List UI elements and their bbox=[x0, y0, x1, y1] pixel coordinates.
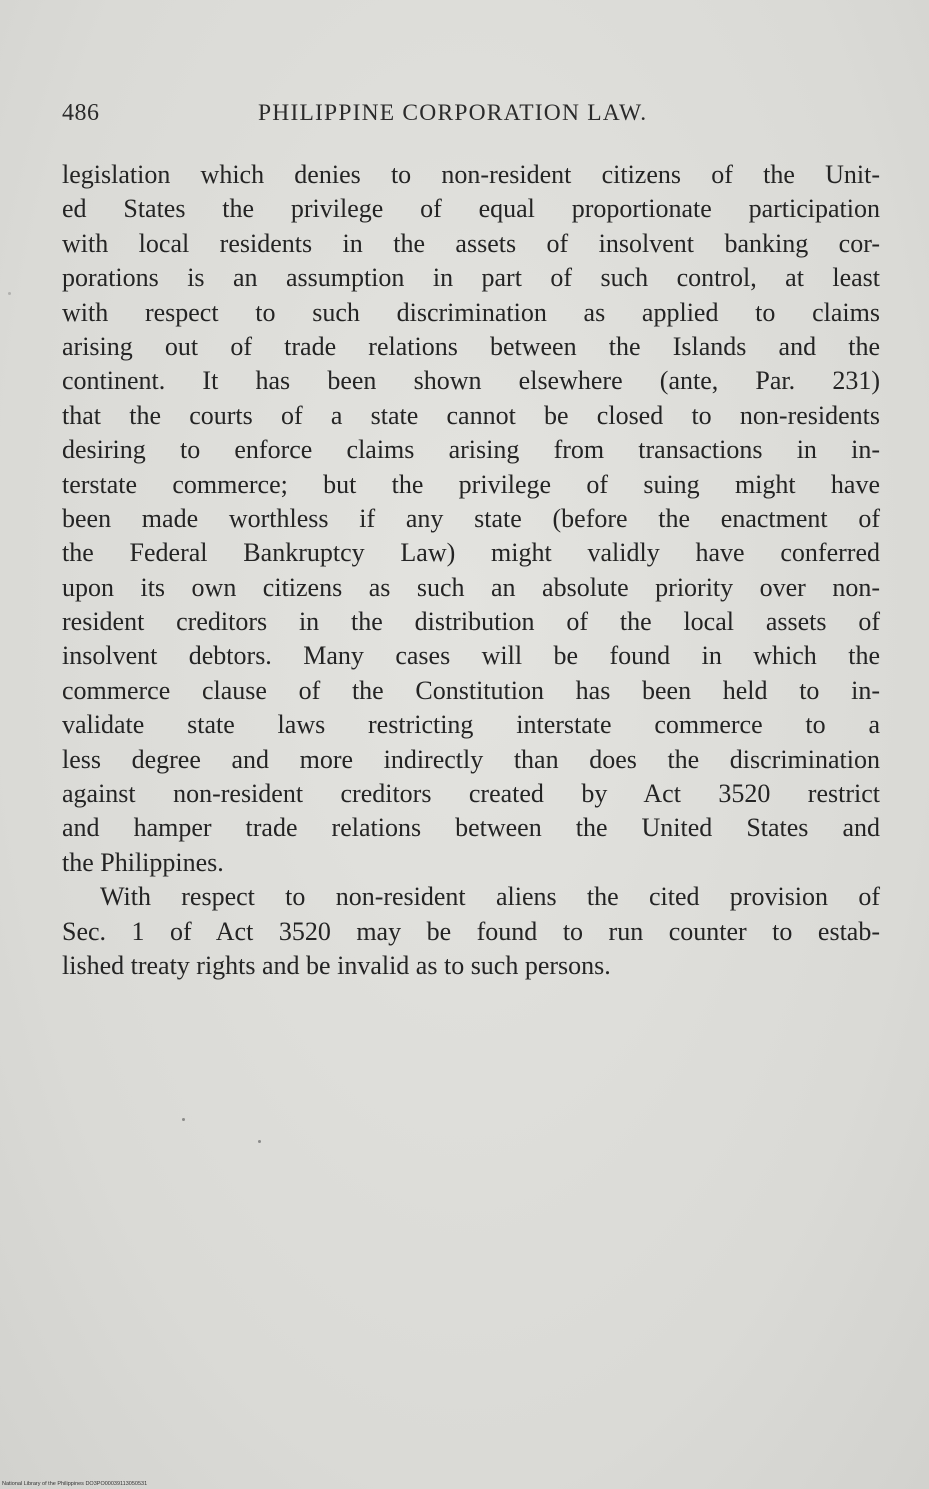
scan-speck bbox=[8, 292, 11, 295]
running-head: PHILIPPINE CORPORATION LAW. bbox=[258, 100, 648, 126]
scan-credit: National Library of the Philippines DO3PO00039113050531 bbox=[2, 1481, 148, 1487]
text-line: desiring to enforce claims arising from transactions in in- bbox=[62, 435, 880, 465]
text-line: lished treaty rights and be invalid as to such persons. bbox=[62, 950, 611, 980]
text-line: commerce clause of the Constitution has been held to in- bbox=[62, 675, 880, 705]
text-line: With respect to non-resident aliens the cited provision of bbox=[100, 882, 880, 912]
text-line: legislation which denies to non-resident citizens of the Unit- bbox=[62, 160, 880, 189]
text-line: arising out of trade relations between the Islands and the bbox=[62, 331, 880, 361]
text-line: insolvent debtors. Many cases will be found in which the bbox=[62, 641, 880, 671]
text-line: upon its own citizens as such an absolute priority over non- bbox=[62, 572, 880, 602]
text-line: porations is an assumption in part of such control, at least bbox=[62, 263, 880, 293]
text-line: validate state laws restricting interstate commerce to a bbox=[62, 710, 880, 740]
text-line: been made worthless if any state (before the enactment of bbox=[62, 503, 880, 533]
text-line: continent. It has been shown elsewhere (ante, Par. 231) bbox=[62, 366, 880, 396]
page-header bbox=[62, 100, 880, 134]
text-line: the Federal Bankruptcy Law) might validly have conferred bbox=[62, 538, 880, 568]
text-line: the Philippines. bbox=[62, 847, 224, 877]
text-line: Sec. 1 of Act 3520 may be found to run counter to estab- bbox=[62, 916, 880, 946]
text-line: resident creditors in the distribution of the local assets of bbox=[62, 607, 880, 637]
body-text bbox=[62, 158, 880, 983]
text-line: with local residents in the assets of insolvent banking cor- bbox=[62, 228, 880, 258]
text-line: against non-resident creditors created by Act 3520 restrict bbox=[62, 779, 880, 809]
text-line: less degree and more indirectly than does the discrimination bbox=[62, 744, 880, 774]
text-line: that the courts of a state cannot be closed to non-residents bbox=[62, 400, 880, 430]
paragraph-2 bbox=[62, 880, 880, 983]
page-number: 486 bbox=[62, 100, 100, 126]
text-line: ed States the privilege of equal proportionate participation bbox=[62, 194, 880, 224]
scan-speck bbox=[258, 1140, 261, 1143]
text-line: and hamper trade relations between the United States and bbox=[62, 813, 880, 843]
paragraph-1 bbox=[62, 158, 880, 880]
text-line: terstate commerce; but the privilege of suing might have bbox=[62, 469, 880, 499]
text-line: with respect to such discrimination as applied to claims bbox=[62, 297, 880, 327]
scan-speck bbox=[182, 1118, 185, 1121]
